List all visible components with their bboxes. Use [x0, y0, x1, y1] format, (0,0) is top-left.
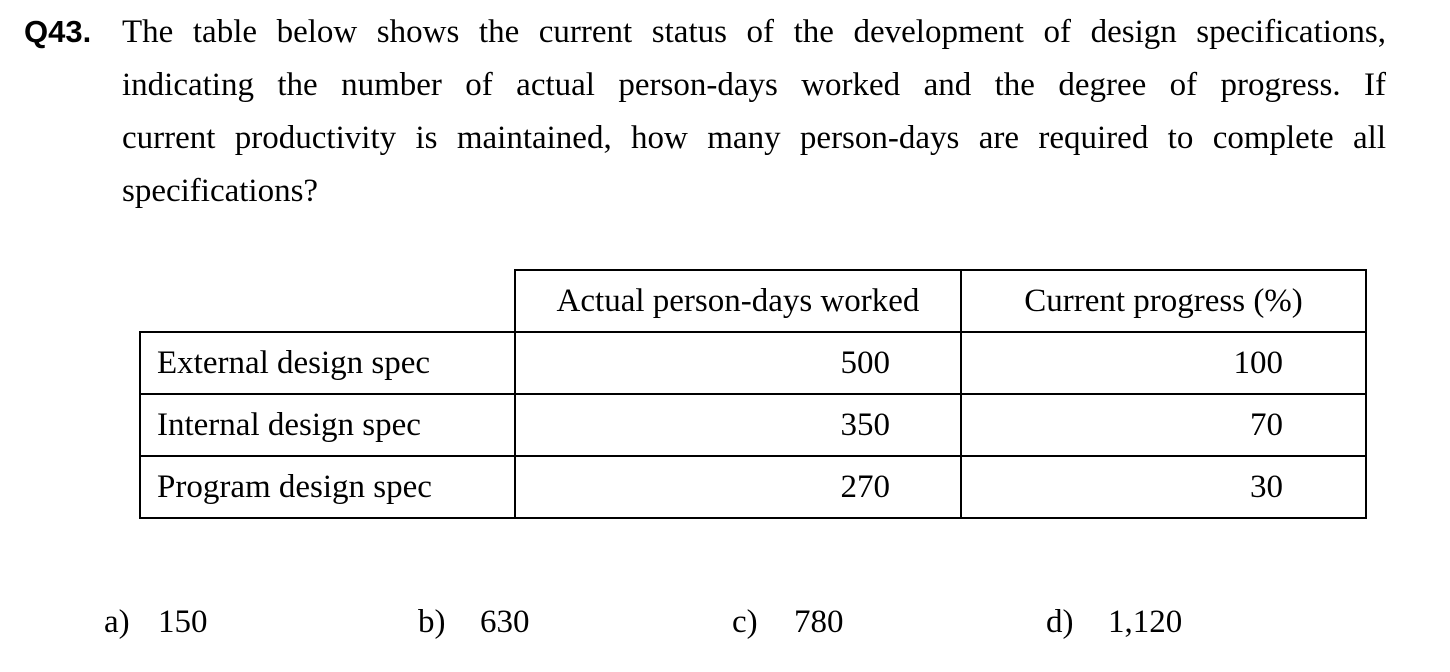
- question-text-line-1: The table below shows the current status of the development of design specifications,: [122, 14, 1386, 50]
- status-table: [139, 269, 1367, 519]
- choice-value: 150: [158, 604, 208, 640]
- progress-cell: 70: [961, 394, 1366, 456]
- person-days-cell: 270: [515, 456, 961, 518]
- person-days-cell: 350: [515, 394, 961, 456]
- choice-letter: a): [104, 604, 130, 640]
- choice-a[interactable]: [104, 600, 208, 644]
- table-row: [140, 332, 1366, 394]
- choice-value: 1,120: [1108, 604, 1183, 640]
- question-text-line-2: indicating the number of actual person-days worked and the degree of progress. If: [122, 67, 1386, 103]
- progress-cell: 30: [961, 456, 1366, 518]
- table-row: [140, 394, 1366, 456]
- table-header-person-days: Actual person-days worked: [515, 270, 961, 332]
- row-label: Internal design spec: [140, 394, 515, 456]
- choice-letter: d): [1046, 604, 1074, 640]
- progress-cell: 100: [961, 332, 1366, 394]
- choice-d[interactable]: [1046, 600, 1182, 644]
- choice-value: 630: [480, 604, 530, 640]
- row-label: External design spec: [140, 332, 515, 394]
- choice-value: 780: [794, 604, 844, 640]
- row-label: Program design spec: [140, 456, 515, 518]
- table-row: [140, 456, 1366, 518]
- person-days-cell: 500: [515, 332, 961, 394]
- question-text-line-4: specifications?: [122, 173, 319, 209]
- choice-letter: c): [732, 604, 758, 640]
- question-number: Q43.: [24, 14, 92, 49]
- table-header-row: [140, 270, 1366, 332]
- choice-c[interactable]: [732, 600, 844, 644]
- choice-letter: b): [418, 604, 446, 640]
- table-header-empty: [140, 270, 515, 332]
- choice-b[interactable]: [418, 600, 530, 644]
- question-text-line-3: current productivity is maintained, how many person-days are required to complete all: [122, 120, 1386, 156]
- table-header-progress: Current progress (%): [961, 270, 1366, 332]
